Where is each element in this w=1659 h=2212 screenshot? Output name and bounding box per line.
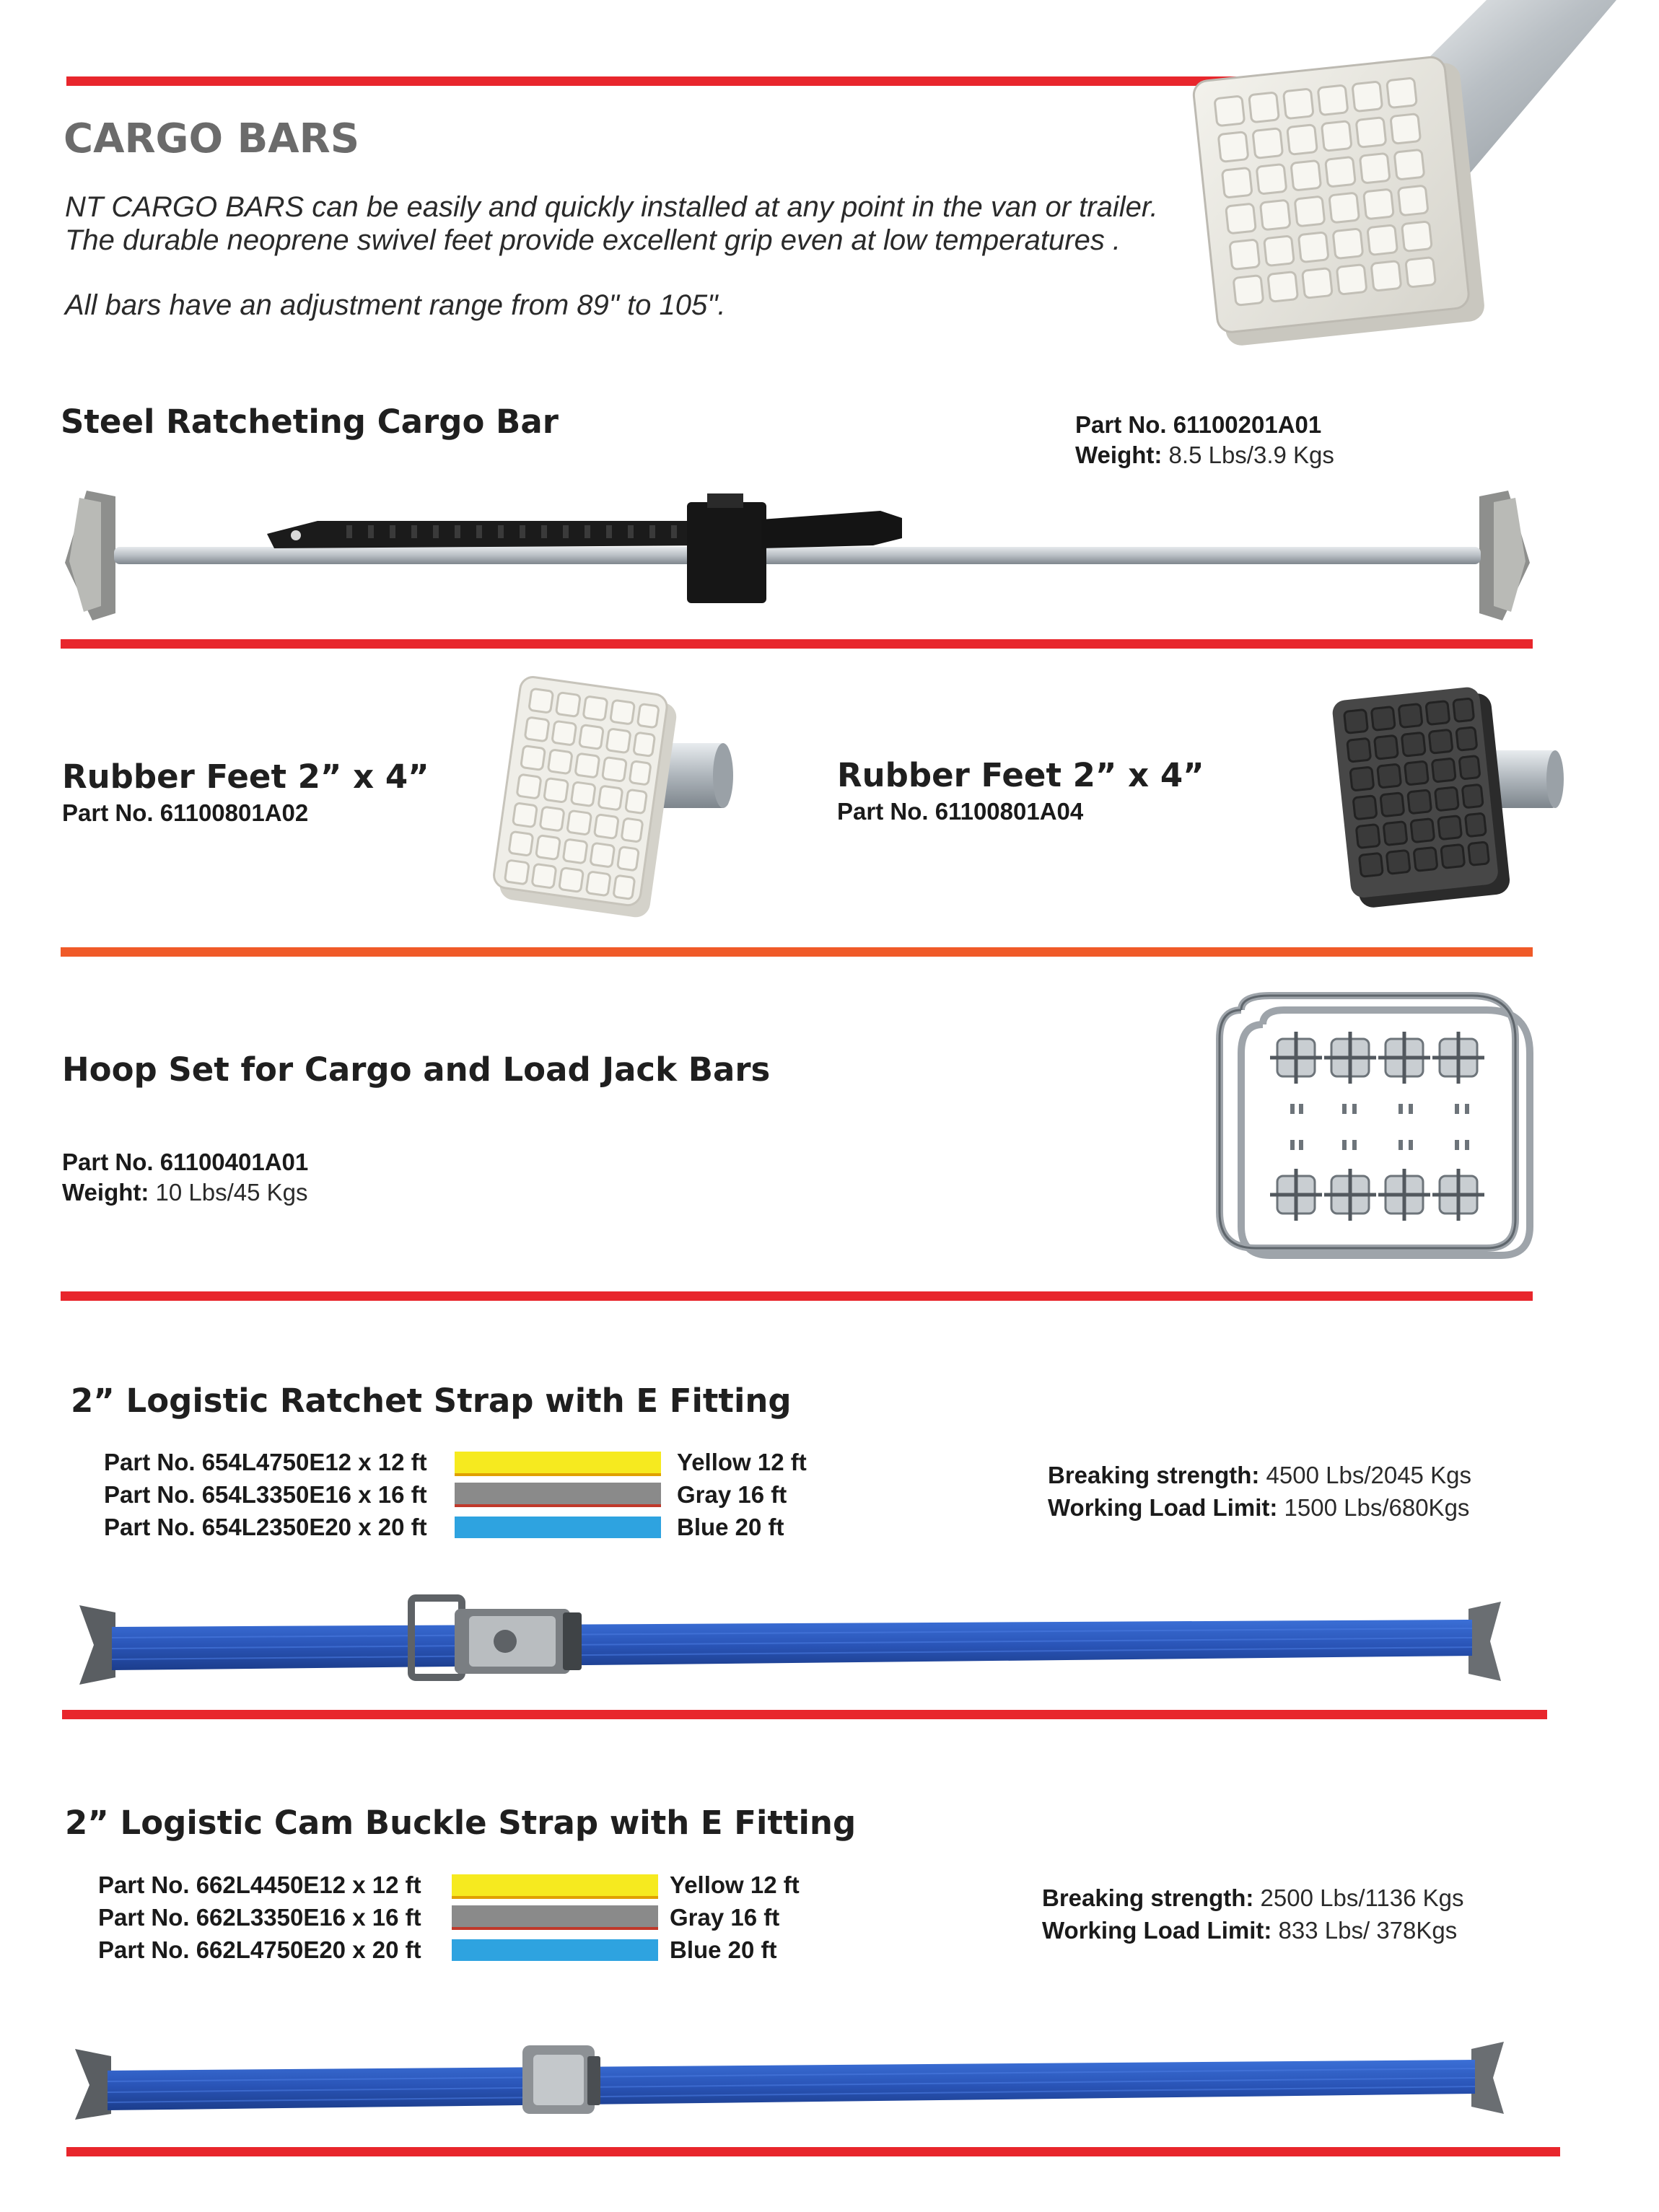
- color-label-1: Yellow 12 ft: [677, 1449, 807, 1475]
- color-label-3: Blue 20 ft: [670, 1936, 777, 1963]
- part-row-3: Part No. 654L2350E20 x 20 ft: [104, 1514, 427, 1540]
- ratchet-strap-red-rule: [62, 1710, 1547, 1719]
- cam-strap-red-rule: [66, 2147, 1560, 2156]
- steel-bar-specs: [1075, 410, 1334, 470]
- breaking-label: Breaking strength:: [1042, 1884, 1254, 1911]
- yellow-swatch: [455, 1452, 661, 1476]
- wll-label: Working Load Limit:: [1042, 1917, 1272, 1944]
- wll-value: 833 Lbs/ 378Kgs: [1278, 1917, 1458, 1944]
- intro-text-3: All bars have an adjustment range from 89" to 105".: [65, 289, 726, 321]
- steel-bar-title: Steel Ratcheting Cargo Bar: [61, 403, 559, 441]
- part-number: 61100201A01: [1173, 411, 1322, 438]
- hoop-set-title: Hoop Set for Cargo and Load Jack Bars: [62, 1050, 771, 1089]
- rubber-feet-1-part: [62, 799, 308, 827]
- breaking-label: Breaking strength:: [1048, 1462, 1260, 1488]
- weight-value: 8.5 Lbs/3.9 Kgs: [1168, 442, 1334, 468]
- cargo-bar-foot-image: [1183, 0, 1645, 346]
- part-number: 61100401A01: [159, 1149, 309, 1175]
- part-label: Part No.: [62, 799, 154, 826]
- white-rubber-foot-image: [491, 671, 729, 923]
- weight-value: 10 Lbs/45 Kgs: [155, 1179, 308, 1206]
- rubber-feet-orange-rule: [61, 947, 1533, 957]
- steel-bar-red-rule: [61, 639, 1533, 649]
- wll-value: 1500 Lbs/680Kgs: [1284, 1494, 1470, 1521]
- gray-swatch: [452, 1905, 658, 1930]
- cam-buckle-strap-image: [68, 2035, 1518, 2121]
- intro-text-1: NT CARGO BARS can be easily and quickly installed at any point in the van or trailer.: [65, 191, 1158, 223]
- rubber-feet-2-part: [837, 798, 1083, 825]
- hoop-set-red-rule: [61, 1291, 1533, 1301]
- ratchet-strap-title: 2” Logistic Ratchet Strap with E Fitting: [71, 1382, 792, 1420]
- part-row-1: Part No. 662L4450E12 x 12 ft: [98, 1871, 421, 1898]
- color-label-1: Yellow 12 ft: [670, 1871, 800, 1898]
- breaking-value: 4500 Lbs/2045 Kgs: [1266, 1462, 1471, 1488]
- wll-label: Working Load Limit:: [1048, 1494, 1278, 1521]
- cam-strap-ratings: [1042, 1882, 1464, 1947]
- blue-swatch: [455, 1517, 661, 1538]
- part-label: Part No.: [1075, 411, 1167, 438]
- page-title: CARGO BARS: [64, 115, 360, 162]
- part-row-2: Part No. 654L3350E16 x 16 ft: [104, 1481, 427, 1508]
- yellow-swatch: [452, 1874, 658, 1899]
- blue-swatch: [452, 1939, 658, 1961]
- part-row-3: Part No. 662L4750E20 x 20 ft: [98, 1936, 421, 1963]
- gray-swatch: [455, 1483, 661, 1507]
- part-number: 61100801A02: [159, 799, 309, 826]
- ratchet-strap-image: [65, 1584, 1515, 1692]
- part-number: 61100801A04: [934, 798, 1084, 825]
- hoop-set-specs: [62, 1147, 308, 1208]
- cam-strap-title: 2” Logistic Cam Buckle Strap with E Fitting: [65, 1804, 857, 1842]
- ratchet-strap-ratings: [1048, 1459, 1471, 1524]
- part-label: Part No.: [62, 1149, 154, 1175]
- rubber-feet-1-title: Rubber Feet 2” x 4”: [62, 758, 429, 796]
- breaking-value: 2500 Lbs/1136 Kgs: [1260, 1884, 1464, 1911]
- color-label-2: Gray 16 ft: [677, 1481, 787, 1508]
- part-row-1: Part No. 654L4750E12 x 12 ft: [104, 1449, 427, 1475]
- hoop-set-image: [1198, 981, 1544, 1270]
- color-label-2: Gray 16 ft: [670, 1904, 780, 1931]
- part-label: Part No.: [837, 798, 929, 825]
- black-rubber-foot-image: [1328, 678, 1566, 923]
- weight-label: Weight:: [62, 1179, 149, 1206]
- rubber-feet-2-title: Rubber Feet 2” x 4”: [837, 756, 1204, 794]
- weight-label: Weight:: [1075, 442, 1163, 468]
- steel-cargo-bar-image: [58, 476, 1537, 628]
- color-label-3: Blue 20 ft: [677, 1514, 784, 1540]
- intro-text-2: The durable neoprene swivel feet provide excellent grip even at low temperatures .: [65, 224, 1121, 256]
- part-row-2: Part No. 662L3350E16 x 16 ft: [98, 1904, 421, 1931]
